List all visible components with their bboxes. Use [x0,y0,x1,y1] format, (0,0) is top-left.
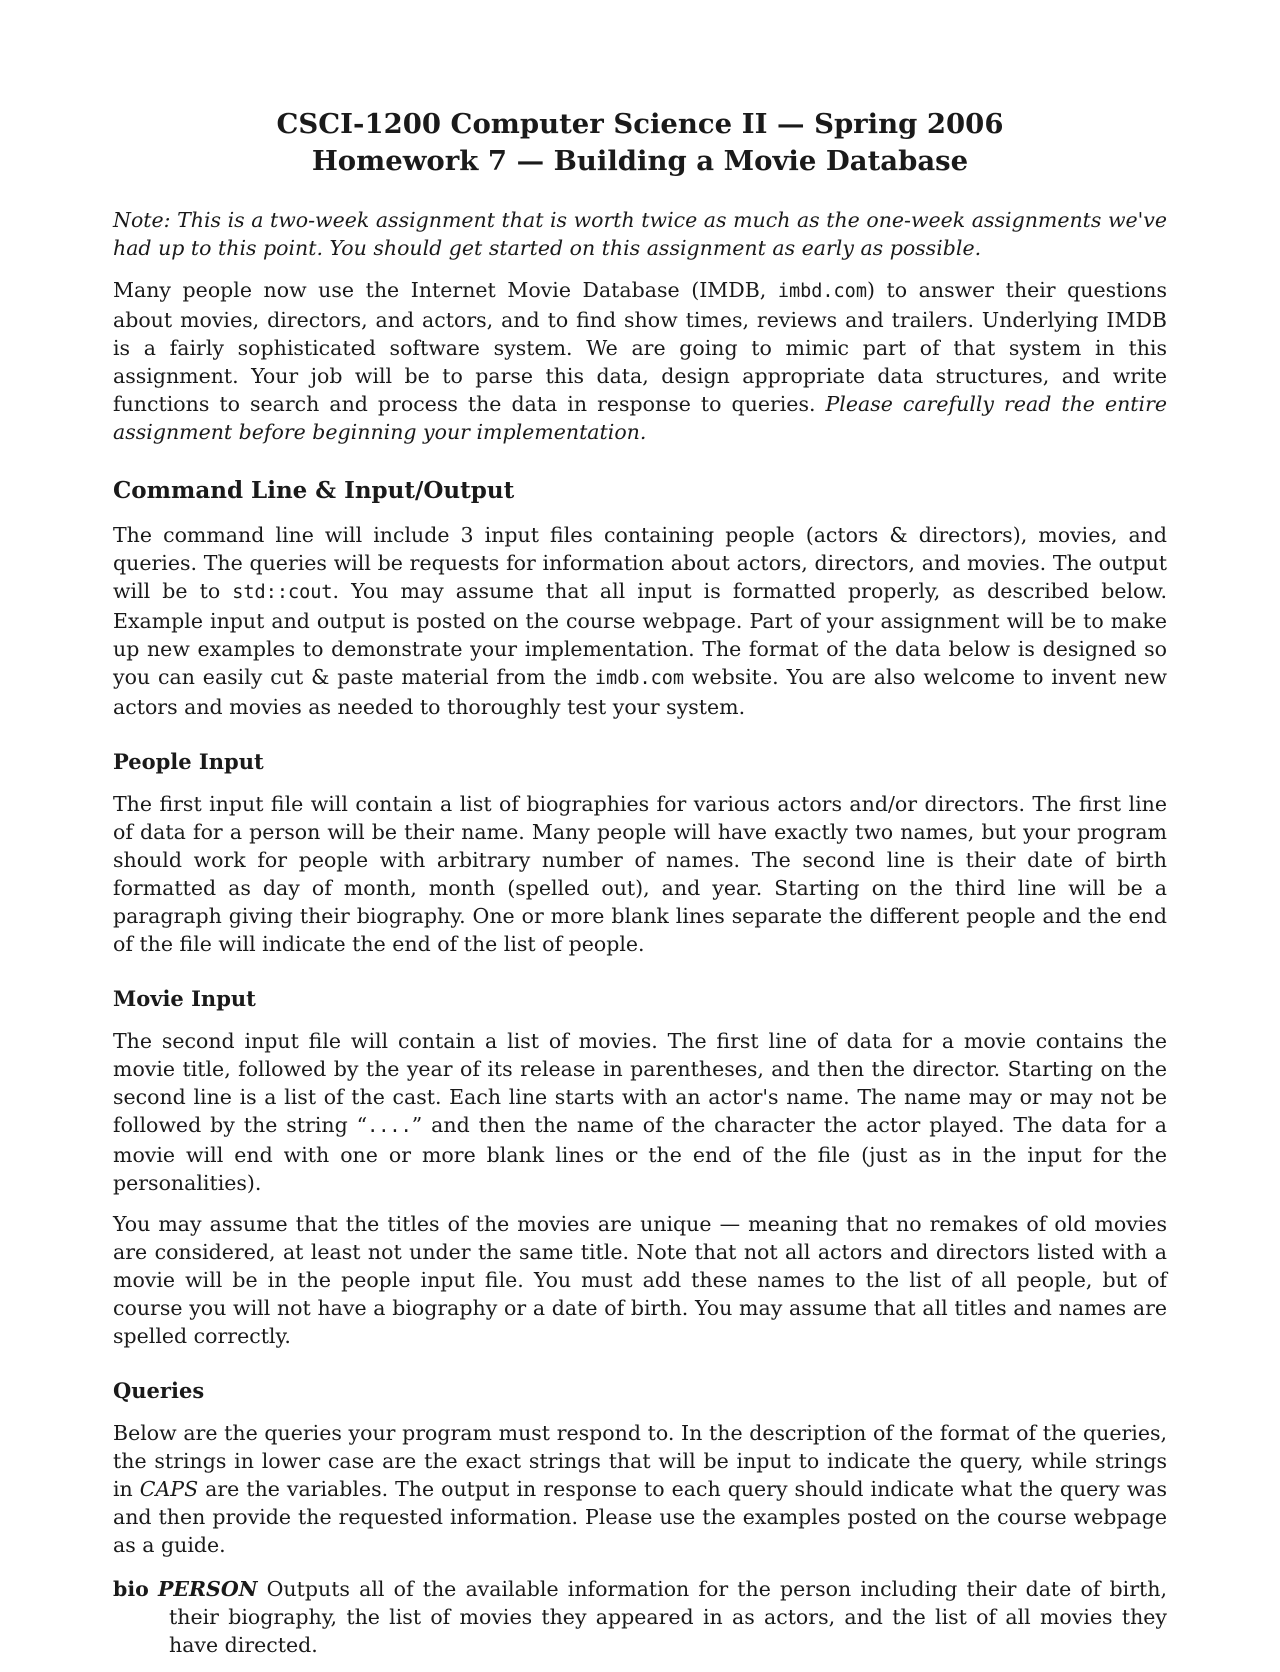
movie-text-1: The second input file will contain a list of movies. The first line of data for a movie contains the movie title, followed by the year of its release in parentheses, and then the director. Starting on the second line is a list of the cast. Each line starts with an actor's name. The name may or may not be followed by the string “ [113,1029,1167,1137]
query-bio [113,1575,1167,1659]
command-line-paragraph [113,521,1167,721]
movie-text-2: ” and then the name of the character the actor played. The data for a movie will end with one or more blank lines or the end of the file (just as in the input for the personalities). [113,1113,1168,1195]
cmd-code-cout: std::cout [232,582,333,603]
subsection-heading-queries: Queries [113,1378,205,1403]
queries-text-2: are the variables. The output in response to each query should indicate what the query was and then provide the requested information. Please use the examples posted on the course webpage as a guide. [113,1477,1167,1557]
intro-text-2: ) to answer their questions about movies, directors, and actors, and to find show times, reviews and trailers. Underlying IMDB is a fairly sophisticated software system. We are going to mimic part of that system in this assignment. Your job will be to parse this data, design appropriate data structures, and write functions to search and process the data in response to queries. [113,278,1167,416]
queries-paragraph [113,1419,1167,1559]
query-bio-variable: PERSON [157,1577,258,1601]
note-text: Note: This is a two-week assignment that is worth twice as much as the one-week assignments we've had up to this point. You should get started on this assignment as early as possible. [113,208,1167,260]
queries-text-1: Below are the queries your program must respond to. In the description of the format of the queries, the strings in lower case are the exact strings that will be input to indicate the query, while strings in [113,1421,1167,1501]
cmd-text-2: . You may assume that all input is formatted properly, as described below. Example input and output is posted on the course webpage. Part of your assignment will be to make up new examples to demonstrate your implementation. The format of the data below is designed so you can easily cut & paste material from the [113,579,1168,689]
title-homework-line: Homework 7 — Building a Movie Database [311,145,969,177]
query-bio-command: bio [113,1577,149,1601]
intro-text-1: Many people now use the Internet Movie Database (IMDB, [113,278,778,302]
cmd-text-1: The command line will include 3 input files containing people (actors & directors), movies, and queries. The queries will be requests for information about actors, directors, and movies. The output will be to [113,523,1167,603]
cmd-text-3: website. You are also welcome to invent new actors and movies as needed to thoroughly test your system. [113,665,1167,719]
title-course-line: CSCI-1200 Computer Science II — Spring 2006 [276,108,1004,140]
document-page [113,106,1167,1672]
section-heading-command-line: Command Line & Input/Output [113,477,515,504]
people-paragraph: The first input file will contain a list of biographies for various actors and/or directors. The first line of data for a person will be their name. Many people will have exactly two names, but your program should work for people with arbitrary number of names. The second line is their date of birth formatted as day of month, month (spelled out), and year. Starting on the third line will be a paragraph giving their biography. One or more blank lines separate the different people and the end of the file will indicate the end of the list of people. [113,792,1167,956]
cmd-code-imdb: imdb.com [594,668,685,689]
movie-paragraph-1 [113,1027,1167,1197]
subsection-heading-people: People Input [113,749,264,774]
page-title [113,106,1167,180]
query-bio-description: Outputs all of the available information for the person including their date of birth, their biography, the list of movies they appeared in as actors, and the list of all movies they have directed. [169,1577,1167,1657]
movie-code-dots: .... [367,1116,412,1137]
note-paragraph [113,206,1167,262]
intro-code-url: imbd.com [777,281,867,302]
movie-paragraph-2: You may assume that the titles of the movies are unique — meaning that no remakes of old movies are considered, at least not under the same title. Note that not all actors and directors listed with a movie will be in the people input file. You must add these names to the list of all people, but of course you will not have a biography or a date of birth. You may assume that all titles and names are spelled correctly. [113,1212,1167,1348]
subsection-heading-movie: Movie Input [113,986,256,1011]
intro-paragraph [113,276,1167,446]
queries-caps: CAPS [139,1477,199,1501]
intro-emphasis: Please carefully read the entire assignment before beginning your implementation. [113,392,1168,444]
